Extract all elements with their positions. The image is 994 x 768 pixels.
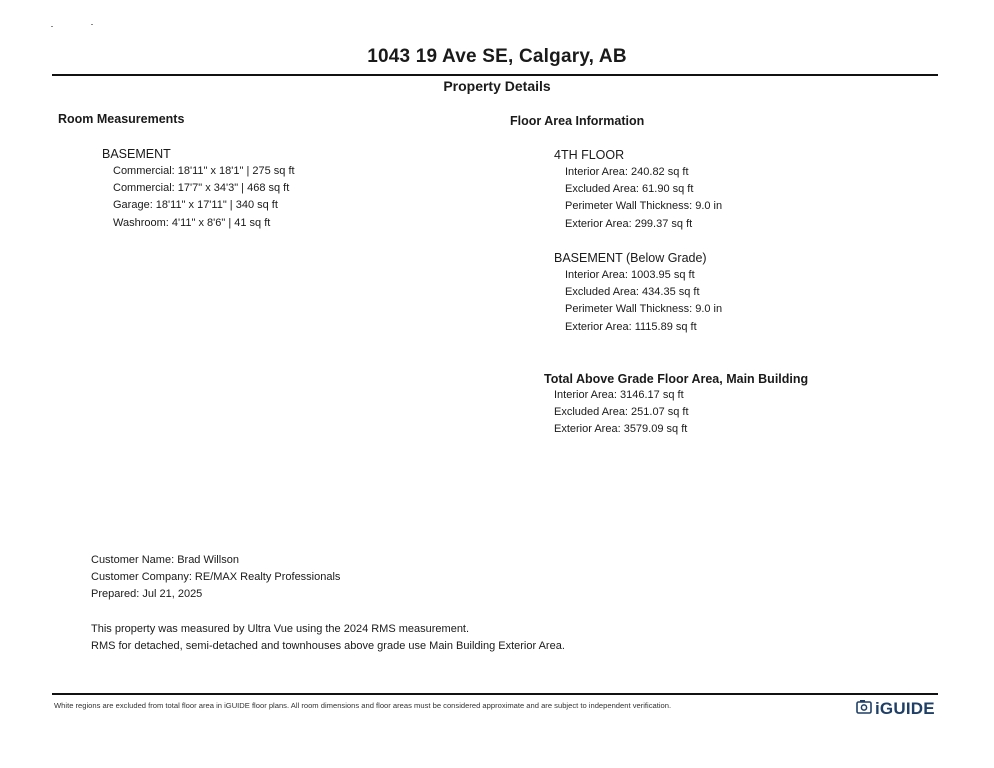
scan-speck (91, 24, 93, 25)
floor-detail-line: Perimeter Wall Thickness: 9.0 in (565, 200, 723, 213)
total-detail-line: Exterior Area: 3579.09 sq ft (554, 423, 688, 436)
scan-speck (51, 26, 53, 27)
floor-detail-line: Perimeter Wall Thickness: 9.0 in (565, 303, 723, 316)
header-divider (52, 74, 938, 76)
note-line: This property was measured by Ultra Vue using the 2024 RMS measurement. (91, 623, 470, 635)
camera-box-icon (856, 699, 872, 719)
room-group-title: BASEMENT (102, 147, 171, 161)
page-title: 1043 19 Ave SE, Calgary, AB (367, 46, 627, 67)
footer-divider (52, 693, 938, 695)
total-area-heading: Total Above Grade Floor Area, Main Building (544, 372, 809, 386)
logo-text: iGUIDE (875, 699, 935, 718)
note-line: RMS for detached, semi-detached and townhouses above grade use Main Building Exterior Area. (91, 640, 565, 653)
floor-detail-line: Interior Area: 240.82 sq ft (565, 166, 689, 178)
room-list (113, 163, 295, 232)
page-subtitle: Property Details (443, 78, 551, 94)
customer-company: Customer Company: RE/MAX Realty Professionals (91, 571, 341, 584)
floor-detail-line: Exterior Area: 1115.89 sq ft (565, 320, 697, 333)
floor-detail-line: Excluded Area: 434.35 sq ft (565, 286, 700, 299)
floor-details (565, 164, 722, 233)
room-item: Commercial: 17'7" x 34'3" | 468 sq ft (113, 182, 290, 195)
total-detail-line: Excluded Area: 251.07 sq ft (554, 406, 689, 419)
room-item: Washroom: 4'11" x 8'6" | 41 sq ft (113, 216, 271, 229)
room-item: Garage: 18'11" x 17'11" | 340 sq ft (113, 199, 278, 212)
room-item: Commercial: 18'11" x 18'1" | 275 sq ft (113, 165, 295, 177)
iguide-logo (856, 698, 935, 720)
total-detail-line: Interior Area: 3146.17 sq ft (554, 389, 684, 401)
floor-detail-line: Excluded Area: 61.90 sq ft (565, 183, 694, 196)
floor-details (565, 267, 722, 336)
room-measurements-heading: Room Measurements (58, 112, 185, 126)
measurement-notes (91, 621, 565, 655)
footer-disclaimer: White regions are excluded from total floor area in iGUIDE floor plans. All room dimensions and floor areas must be considered approximate and are subject to independent verification. (54, 701, 672, 710)
prepared-date: Prepared: Jul 21, 2025 (91, 588, 203, 601)
floor-detail-line: Exterior Area: 299.37 sq ft (565, 217, 693, 230)
floor-title: 4TH FLOOR (554, 148, 625, 162)
customer-name: Customer Name: Brad Willson (91, 554, 239, 566)
customer-info (91, 552, 340, 604)
floor-title: BASEMENT (Below Grade) (554, 251, 707, 265)
total-area-details (554, 387, 689, 439)
floor-area-heading: Floor Area Information (510, 114, 645, 128)
floor-detail-line: Interior Area: 1003.95 sq ft (565, 269, 695, 281)
